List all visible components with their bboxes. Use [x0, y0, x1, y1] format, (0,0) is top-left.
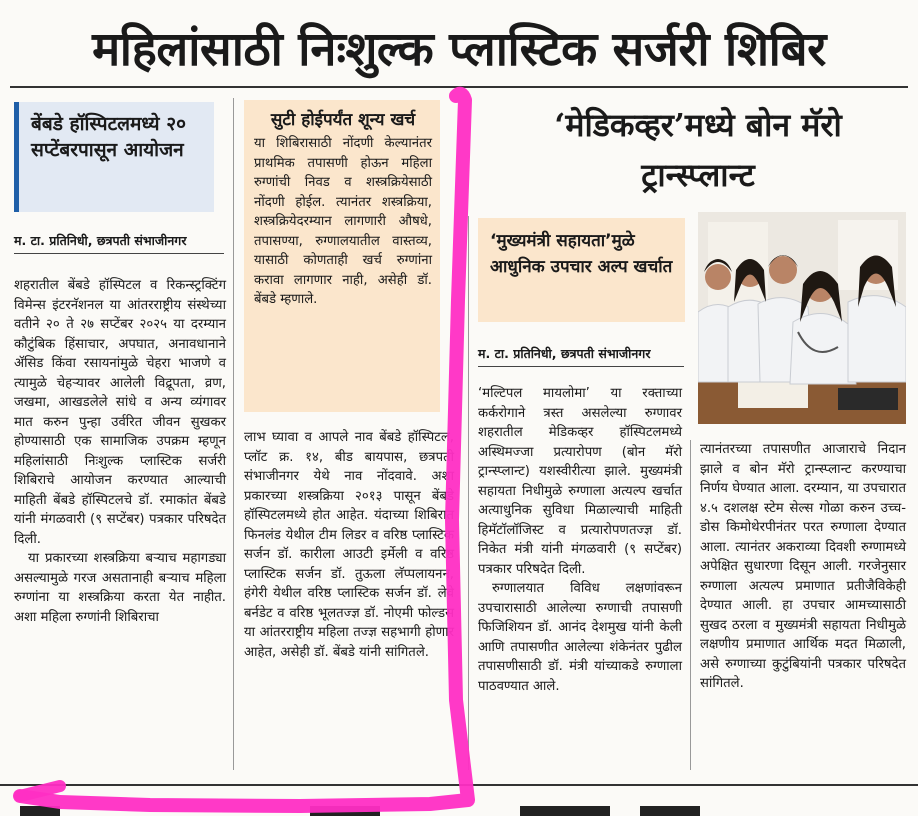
zero-cost-box-title: सुटी होईपर्यंत शून्य खर्च — [270, 110, 416, 130]
left-byline: म. टा. प्रतिनिधी, छत्रपती संभाजीनगर — [14, 232, 224, 254]
right-subheadline: ‘मुख्यमंत्री सहायता’मुळे आधुनिक उपचार अल्प खर्चात — [478, 218, 685, 322]
right-story-col2: त्यानंतरच्या तपासणीत आजाराचे निदान झाले व बोन मॅरो ट्रान्स्प्लान्ट करण्याचा निर्णय घेण्यात आला. दरम्यान, या उपचारात ४.५ दशलक्ष स्टेम सेल्स गोळा करुन उच्च-डोस किमोथेरपीनंतर परत रुग्णाला देण्यात आला. त्यानंतर अकराव्या दिवशी रुग्णामध्ये अपेक्षित सुधारणा दिसून आली. गरजेनुसार रुग्णाला अत्यल्प प्रमाणात प्रतीजैविकेही देण्यात आली. हा उपचार आमच्यासाठी सुखद ठरला व मुख्यमंत्री सहायता निधीमुळे लक्षणीय प्रमाणात आर्थिक मदत मिळाली, असे रुग्णाच्या कुटुंबियांनी पत्रकार परिषदेत सांगितले. — [700, 442, 906, 691]
left-subheadline: बेंबडे हॉस्पिटलमध्ये २० सप्टेंबरपासून आयोजन — [14, 102, 214, 212]
right-byline: म. टा. प्रतिनिधी, छत्रपती संभाजीनगर — [478, 345, 684, 367]
page-headline: महिलांसाठी निःशुल्क प्लास्टिक सर्जरी शिबिर — [92, 22, 826, 77]
zero-cost-box-text: या शिबिरासाठी नोंदणी केल्यानंतर प्राथमिक तपासणी होऊन महिला रुग्णांची निवड व शस्त्रक्रियेसाठी नोंदणी होईल. त्यानंतर शस्त्रक्रिया, शस्त्रक्रियेदरम्यान लागणारी औषधे, तपासण्या, रुग्णालयातील वास्तव्य, यासाठी कोणताही खर्च रुग्णांना करावा लागणार नाही, असेही डॉ. बेंबडे म्हणाले. — [254, 136, 432, 307]
left-para-2: या प्रकारच्या शस्त्रक्रिया बऱ्याच महागड्या असल्यामुळे गरज असतानाही बऱ्याच महिला रुग्णांना या शस्त्रक्रिया करता येत नाहीत. अशा महिला रुग्णांनी शिबिराचा — [14, 551, 226, 625]
right-headline: ‘मेडिकव्हर’मध्ये बोन मॅरो ट्रान्स्प्लान्ट — [554, 106, 842, 194]
right-para-1: ‘मल्टिपल मायलोमा’ या रक्ताच्या कर्करोगाने त्रस्त असलेल्या रुग्णावर शहरातील मेडिकव्हर हॉस्पिटलमध्ये अस्थिमज्जा प्रत्यारोपण (बोन मॅरो ट्रान्स्प्लान्ट) यशस्वीरीत्या झाले. मुख्यमंत्री सहायता निधीमुळे रुग्णाला अत्यल्प खर्चात अत्याधुनिक सुविधा मिळाल्याची माहिती हिमॅटॉलॉजिस्ट व प्रत्यारोपणतज्ज्ञ डॉ. निकेत मंत्री यांनी मंगळवारी (९ सप्टेंबर) पत्रकार परिषदेत दिली. — [478, 386, 682, 577]
left-para-1: शहरातील बेंबडे हॉस्पिटल व रिकन्स्ट्रक्टिंग विमेन्स इंटरनॅशनल या आंतरराष्ट्रीय संस्थेच्या वतीने २० ते २७ सप्टेंबर २०२५ या दरम्यान कौटुंबिक हिंसाचार, अपघात, अनावधानाने ॲसिड किंवा रसायनांमुळे चेहरा भाजणे व त्यामुळे चेहऱ्यावर आलेली विद्रूपता, व्रण, जखमा, आखडलेले सांधे व अन्य व्यंगावर मात करुन पुन्हा उर्वरित जीवन सुखकर होण्यासाठी एक सामाजिक उपक्रम म्हणून महिलांसाठी निःशुल्क प्लास्टिक सर्जरी शिबिराचे आयोजन करण्यात आल्याची माहिती बेंबडे हॉस्पिटलचे डॉ. रमाकांत बेंबडे यांनी मंगळवारी (९ सप्टेंबर) पत्रकार परिषदेत दिली. — [14, 278, 226, 547]
middle-story-body: लाभ घ्यावा व आपले नाव बेंबडे हॉस्पिटल, प्लॉट क्र. १४, बीड बायपास, छत्रपती संभाजीनगर येथे नाव नोंदवावे. अशा प्रकारच्या शस्त्रक्रिया २०१३ पासून बेंबडे हॉस्पिटलमध्ये होत आहेत. यंदाच्या शिबिरात फिनलंड येथील टीम लिडर व वरिष्ठ प्लास्टिक सर्जन डॉ. कारीला आउटी इर्मेली व वरिष्ठ प्लास्टिक सर्जन डॉ. तुऊला लॅप्पलायनन, हंगेरी येथील वरिष्ठ प्लास्टिक सर्जन डॉ. लेवे बर्नडेट व वरिष्ठ भूलतज्ज्ञ डॉ. नोएमी फोल्डस या आंतरराष्ट्रीय महिला तज्ज्ञ सहभागी होणार आहेत, असेही डॉ. बेंबडे यांनी सांगितले. — [244, 430, 454, 660]
right-para-2: रुग्णालयात विविध लक्षणांवरून उपचारासाठी आलेल्या रुग्णाची तपासणी फिजिशियन डॉ. आनंद देशमुख यांनी केली आणि तपासणीत आलेल्या शंकेनंतर पुढील तपासणीसाठी डॉ. मंत्री यांच्याकडे रुग्णाला पाठवण्यात आले. — [478, 581, 682, 694]
